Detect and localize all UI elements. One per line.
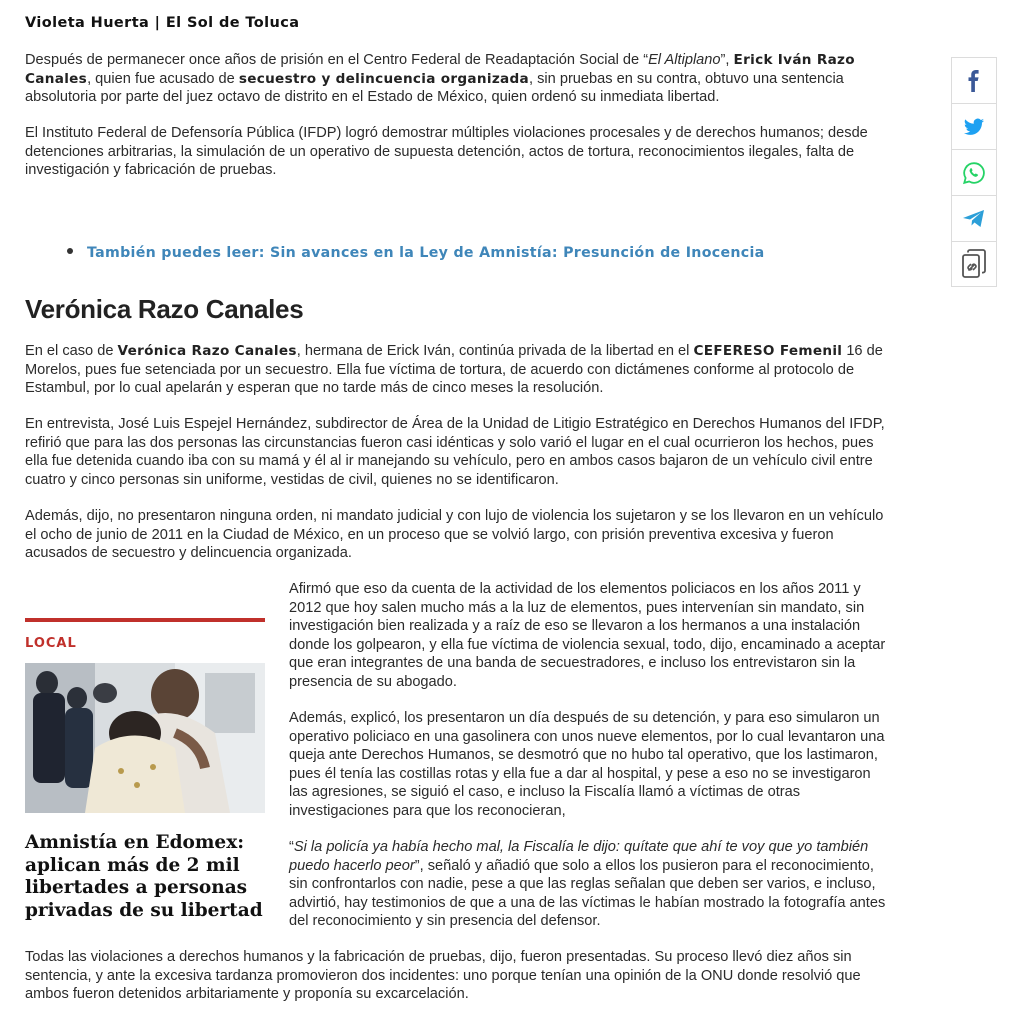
whatsapp-icon [962, 161, 986, 185]
facebook-share-button[interactable] [951, 57, 997, 103]
card-image[interactable] [25, 663, 265, 813]
p8-quote: Si la policía ya había hecho mal, la Fiscalía le dijo: quítate que ahí te voy que yo también puedo hacerlo peor [289, 839, 869, 874]
share-bar [951, 57, 999, 287]
paragraph-7: Además, explicó, los presentaron un día después de su detención, y para eso simularon un operativo policiaco en una gasolinera con unos nueve elementos, por lo cual levantaron una queja ante Derechos Humanos, se desmotró que no hubo tal operativo, que los lastimaron, pues él tenía las costillas rotas y ella fue a dar al hospital, y pese a eso no se investigaron las agresiones, se siguió el caso, e incluso la Fiscalía llamó a víctimas de otras investigaciones para que los reconocieran, [289, 710, 885, 819]
p8-open-quote: “ [289, 839, 294, 855]
p1-text-c: ”, [720, 52, 734, 68]
p3-bold-name: Verónica Razo Canales [117, 343, 297, 359]
p8-text-c: ”, señaló y añadió que solo a ellos los pusieron para el reconocimiento, sin confrontarlos con nadie, pese a que las reglas señalan que deben ser varios, e incluso, advirtió, hay testimonios de que a una de las víctimas le habían mostrado la fotografía antes del reconocimiento y sin presencia del defensor. [289, 857, 886, 930]
telegram-share-button[interactable] [951, 195, 997, 241]
p1-text-g: , sin pruebas en su contra, obtuvo una sentencia absolutoria por parte del juez octavo de distrito en el Estado de México, quien ordenó su inmediata libertad. [25, 70, 844, 106]
p3-bold-prison: CEFERESO Femenil [693, 343, 843, 359]
paragraph-6: Afirmó que eso da cuenta de la actividad de los elementos policiacos en los años 2011 y 2012 que hoy salen mucho más a la luz de elementos, pues intervenían sin mandato, sin investigación bien realizada y a raíz de eso se llevaron a los hermanos a una instalación donde los golpearon, y ella fue víctima de violencia sexual, todo, dijo, encaminado a aceptar que eran integrantes de una banda de secuestradores, e incluso los entrevistaron sin la presencia de su abogado. [289, 581, 886, 690]
paragraph-4: En entrevista, José Luis Espejel Hernández, subdirector de Área de la Unidad de Litigio Estratégico en Derechos Humanos del IFDP, refirió que para las dos personas las circunstancias fueron casi idénticas y solo varió el lugar en el cual ocurrieron los hechos, pues ella fue detenida cuando iba con su mamá y él al ir manejando su vehículo, pero en ambos casos bajaron de un vehículo civil entre cuatro y cinco personas sin uniforme, vestidas de civil, quienes no se identificaron. [25, 416, 885, 488]
paragraph-8 [289, 838, 889, 931]
paragraph-1 [25, 51, 891, 107]
p3-text-c: , hermana de Erick Iván, continúa privada de la libertad en el [296, 343, 694, 359]
card-headline-link[interactable]: Amnistía en Edomex: aplican más de 2 mil libertades a personas privadas de su libertad [25, 832, 263, 921]
p3-text-a: En el caso de [25, 343, 118, 359]
copy-link-icon [961, 249, 987, 279]
embrace-photo [25, 663, 265, 813]
copy-link-button[interactable] [951, 241, 997, 287]
card-accent-rule [25, 618, 265, 622]
paragraph-5: Además, dijo, no presentaron ninguna orden, ni mandato judicial y con lujo de violencia los sujetaron y se los llevaron en un vehículo el ocho de junio de 2011 en la Ciudad de México, en un proceso que se volvió largo, con prisión preventiva excesiva y fueron acusados de secuestro y delincuencia organizada. [25, 508, 884, 562]
also-read-item [67, 245, 765, 261]
bullet-icon [67, 248, 73, 254]
twitter-share-button[interactable] [951, 103, 997, 149]
also-read-link[interactable]: También puedes leer: Sin avances en la Ley de Amnistía: Presunción de Inocencia [87, 245, 765, 261]
paragraph-2: El Instituto Federal de Defensoría Pública (IFDP) logró demostrar múltiples violaciones procesales y de derechos humanos; desde detenciones arbitrarias, la simulación de un operativo de supuesta detención, actos de tortura, reconocimientos ilegales, falta de investigación y fabricación de pruebas. [25, 125, 868, 179]
p1-text-e: , quien fue acusado de [87, 70, 239, 87]
paragraph-9: Todas las violaciones a derechos humanos y la fabricación de pruebas, dijo, fueron presentadas. Su proceso llevó diez años sin sentencia, y ante la excesiva tardanza promovieron dos incidentes: uno porque tenían una opinión de la ONU donde resolvió que ambos fueron detenidos arbitariamente y proponía su excarcelación. [25, 949, 861, 1003]
paragraph-3 [25, 342, 891, 398]
twitter-icon [963, 116, 985, 138]
p1-text-a: Después de permanecer once años de prisión en el Centro Federal de Readaptación Social de “ [25, 52, 649, 68]
byline: Violeta Huerta | El Sol de Toluca [25, 15, 300, 31]
whatsapp-share-button[interactable] [951, 149, 997, 195]
section-heading: Verónica Razo Canales [25, 294, 304, 324]
p1-italic: El Altiplano [648, 52, 721, 68]
p1-bold-name: Erick Iván Razo Canales [25, 52, 855, 87]
telegram-icon [962, 208, 986, 230]
facebook-icon [963, 70, 985, 92]
card-section-label: LOCAL [25, 636, 77, 651]
p1-bold-charge: secuestro y delincuencia organizada [238, 70, 530, 87]
p3-text-e: 16 de Morelos, pues fue setenciada por un secuestro. Ella fue víctima de tortura, de acuerdo con dictámenes conforme al protocolo de Estambul, por lo cual apelarán y esperan que no tarde más de cinco meses la resolución. [25, 343, 883, 397]
